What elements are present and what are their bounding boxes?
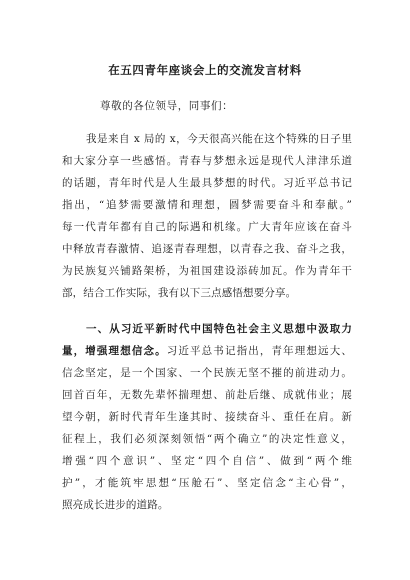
paragraph-line: 征程上，我们必须深刻领悟“两个确立”的决定性意义， (62, 433, 352, 445)
section-heading: 一、从习近平新时代中国特色社会主义思想中汲取力 (86, 323, 352, 335)
paragraph-line: 指出，“追梦需要激情和理想，圆梦需要奋斗和奉献。” (62, 199, 352, 211)
section-heading-line (62, 343, 352, 358)
paragraph-line: 照亮成长进步的道路。 (62, 499, 169, 511)
paragraph-line: 回首百年，无数先辈怀揣理想、前赴后继、成就伟业；展 (62, 389, 352, 401)
paragraph-line: 为民族复兴铺路架桥，为祖国建设添砖加瓦。作为青年干 (62, 265, 352, 277)
paragraph-line: 增强“四个意识”、坚定“四个自信”、做到“两个维 (62, 455, 352, 467)
paragraph-line: 部，结合工作实际，我有以下三点感悟想要分享。 (62, 287, 297, 299)
paragraph-line: 望今朝，新时代青年生逢其时、接续奋斗、重任在肩。新 (62, 411, 352, 423)
paragraph-line: 每一代青年都有自己的际遇和机缘。广大青年应该在奋斗 (62, 221, 352, 233)
document-title: 在五四青年座谈会上的交流发言材料 (108, 63, 302, 77)
paragraph-line: 我是来自 x 局的 x，今天很高兴能在这个特殊的日子里 (86, 133, 352, 145)
paragraph-line: 信念坚定，是一个国家、一个民族无坚不摧的前进动力。 (62, 367, 352, 379)
paragraph-line: 中释放青春激情、追逐青春理想，以青春之我、奋斗之我， (62, 243, 352, 255)
paragraph-line: 的话题，青年时代是人生最具梦想的时代。习近平总书记 (62, 177, 352, 189)
paragraph-line: 和大家分享一些感悟。青春与梦想永远是现代人津津乐道 (62, 155, 352, 167)
section-heading-bold: 量，增强理想信念。 (62, 345, 167, 357)
section-heading-rest: 习近平总书记指出，青年理想远大、 (166, 345, 352, 357)
salutation: 尊敬的各位领导，同事们： (100, 100, 234, 112)
paragraph-line: 护”，才能筑牢思想“压舱石”、坚定信念“主心骨”， (62, 477, 352, 489)
